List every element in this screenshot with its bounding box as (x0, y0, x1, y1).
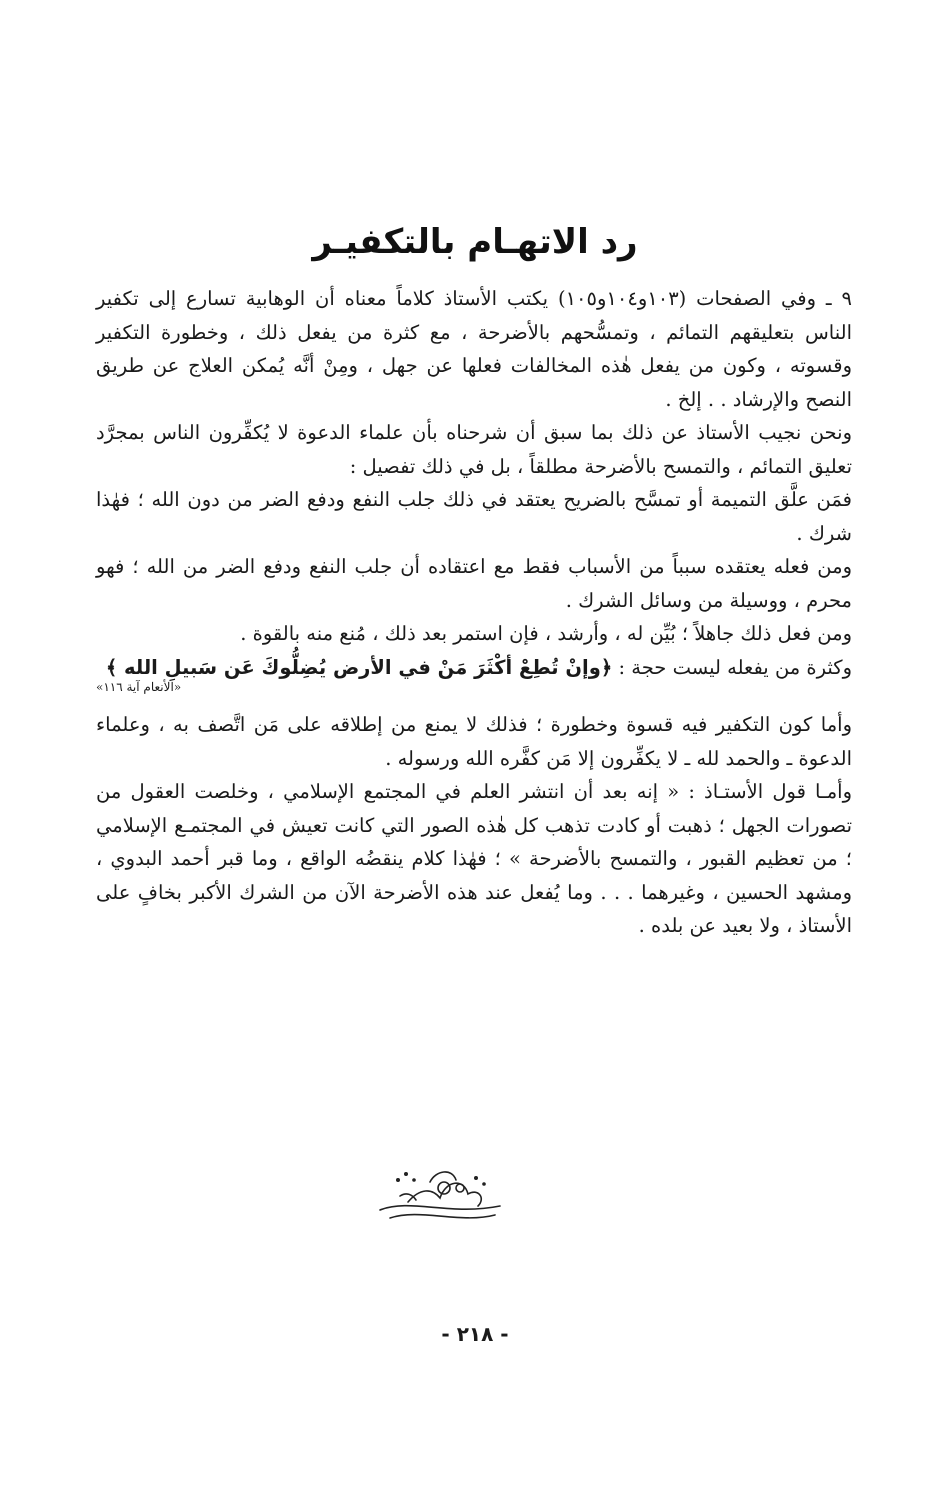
page-number: - ٢١٨ - (441, 1322, 509, 1346)
paragraph-1: ٩ ـ وفي الصفحات (١٠٣و١٠٤و١٠٥) يكتب الأستاذ كلاماً معناه أن الوهابية تسارع إلى تكفير الناس بتعليقهم التمائم ، وتمسُّحهم بالأضرحة ، مع كثرة من يفعل ذلك ، وخطورة التكفير وقسوته ، وكون من يفعل هٰذه المخالفات فعلها عن جهل ، ومِنْ أنَّه يُمكن العلاج عن طريق النصح والإرشاد . . إلخ . (96, 287, 852, 411)
paragraph-5: ومن فعل ذلك جاهلاً ؛ بُيِّن له ، وأرشد ، فإن استمر بعد ذلك ، مُنع منه بالقوة . (240, 622, 852, 645)
paragraph-3: فمَن علَّق التميمة أو تمسَّح بالضريح يعتقد في ذلك جلب النفع ودفع الضر من دون الله ؛ فهٰذا شرك . (96, 488, 852, 545)
paragraph-6 (96, 651, 852, 695)
page-title: رد الاتهـام بالتكفيـر (312, 222, 638, 262)
paragraph-8: وأمـا قول الأستـاذ : « إنه بعد أن انتشر العلم في المجتمع الإسلامي ، وخلصت العقول من تصورات الجهل ؛ ذهبت أو كادت تذهب كل هٰذه الصور التي كانت تعيش في المجتمـع الإسلامي ؛ من تعظيم القبور ، والتمسح بالأضرحة » ؛ فهٰذا كلام ينقضُه الواقع ، وما قبر أحمد البدوي ، ومشهد الحسين ، وغيرهما . . . وما يُفعل عند هذه الأضرحة الآن من الشرك الأكبر بخافٍ على الأستاذ ، ولا بعيد عن بلده . (96, 780, 852, 937)
floral-ornament-icon (360, 1158, 520, 1228)
quran-verse: ﴿وإنْ تُطِعْ أكْثَرَ مَنْ في الأرض يُضِلُّوكَ عَن سَبيلِ الله ﴾ (105, 655, 613, 679)
paragraph-2: ونحن نجيب الأستاذ عن ذلك بما سبق أن شرحناه بأن علماء الدعوة لا يُكفِّرون الناس بمجرَّد تعليق التمائم ، والتمسح بالأضرحة مطلقاً ، بل في ذلك تفصيل : (96, 421, 852, 478)
paragraph-7: وأما كون التكفير فيه قسوة وخطورة ؛ فذلك لا يمنع من إطلاقه على مَن اتَّصف به ، وعلماء الدعوة ـ والحمد لله ـ لا يكفِّرون إلا مَن كفَّره الله ورسوله . (96, 713, 852, 770)
body-text (96, 282, 852, 943)
paragraph-4: ومن فعله يعتقده سبباً من الأسباب فقط مع اعتقاده أن جلب النفع ودفع الضر من الله ؛ فهو محرم ، ووسيلة من وسائل الشرك . (96, 555, 852, 612)
paragraph-6-intro: وكثرة من يفعله ليست حجة : (618, 655, 852, 679)
verse-reference: «الأنعام آية ١١٦» (96, 680, 182, 694)
